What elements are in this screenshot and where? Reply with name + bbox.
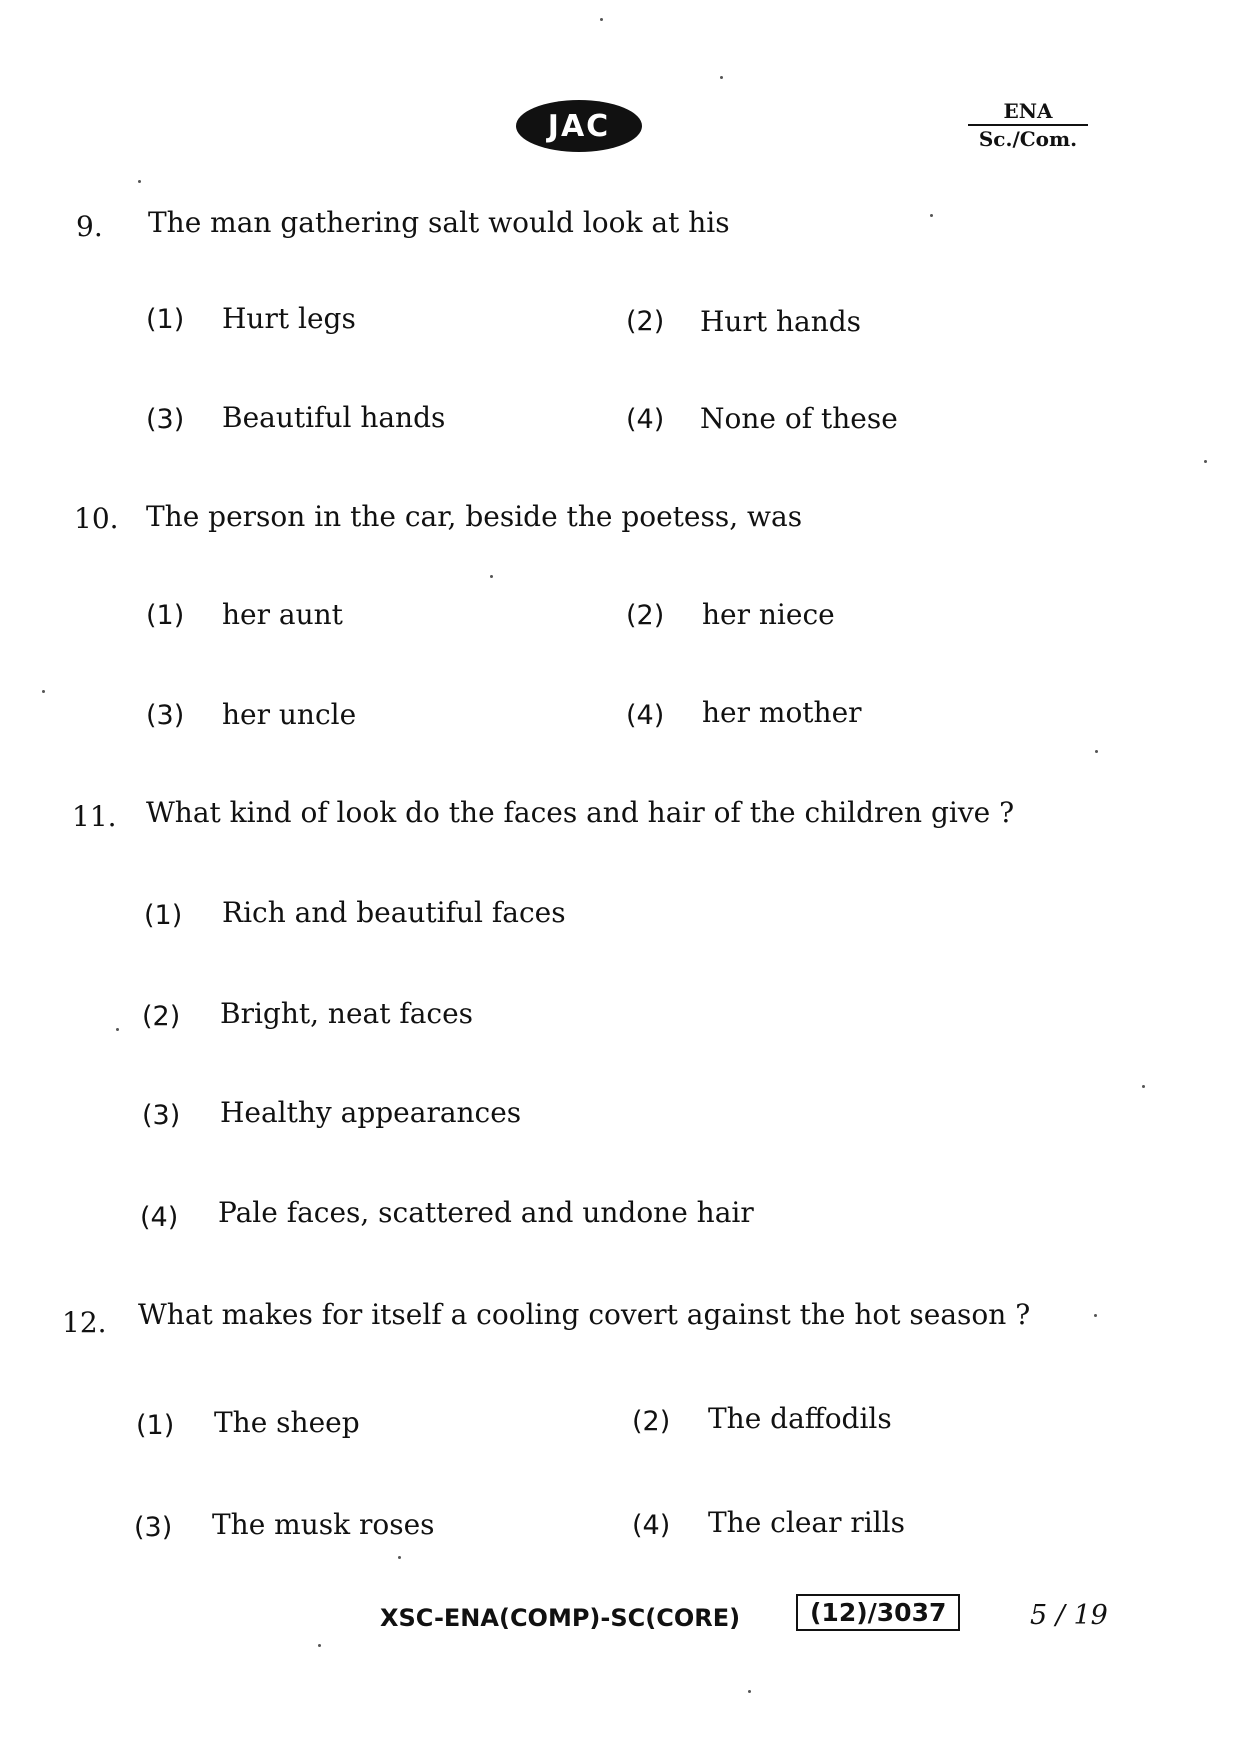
option-text: Beautiful hands bbox=[222, 401, 446, 434]
option-text: her uncle bbox=[222, 698, 357, 731]
option-number: (1) bbox=[144, 900, 183, 931]
option-number: (2) bbox=[632, 1406, 671, 1437]
option-number: (4) bbox=[632, 1510, 671, 1541]
scan-speck bbox=[1204, 460, 1207, 463]
page-number: 5 / 19 bbox=[1030, 1600, 1108, 1631]
option-text: The musk roses bbox=[212, 1508, 435, 1541]
option-text: her aunt bbox=[222, 598, 343, 631]
question-number: 11. bbox=[72, 800, 117, 833]
subject-code-top: ENA bbox=[968, 98, 1088, 126]
option-text: The daffodils bbox=[708, 1402, 892, 1435]
scan-speck bbox=[720, 76, 723, 79]
scan-speck bbox=[930, 214, 933, 217]
question-number: 10. bbox=[74, 502, 119, 535]
option-number: (1) bbox=[136, 1410, 175, 1441]
scan-speck bbox=[116, 1028, 119, 1031]
paper-code: XSC-ENA(COMP)-SC(CORE) bbox=[380, 1604, 741, 1632]
option-text: Rich and beautiful faces bbox=[222, 896, 566, 929]
scan-speck bbox=[748, 1690, 751, 1693]
scan-speck bbox=[1142, 1085, 1145, 1088]
option-text: Pale faces, scattered and undone hair bbox=[218, 1196, 754, 1229]
option-text: None of these bbox=[700, 402, 898, 435]
subject-code bbox=[968, 98, 1088, 152]
option-number: (3) bbox=[146, 700, 185, 731]
option-text: Hurt legs bbox=[222, 302, 356, 335]
scan-speck bbox=[490, 575, 493, 578]
option-number: (4) bbox=[626, 700, 665, 731]
option-text: her mother bbox=[702, 696, 862, 729]
boxed-code: (12)/3037 bbox=[796, 1594, 960, 1631]
option-number: (3) bbox=[146, 404, 185, 435]
option-number: (2) bbox=[142, 1001, 181, 1032]
option-number: (4) bbox=[140, 1202, 179, 1233]
option-text: her niece bbox=[702, 598, 835, 631]
scan-speck bbox=[398, 1556, 401, 1559]
option-text: The sheep bbox=[214, 1406, 360, 1439]
option-text: Healthy appearances bbox=[220, 1096, 522, 1129]
jac-logo: JAC bbox=[516, 100, 642, 152]
scan-speck bbox=[600, 18, 603, 21]
option-number: (2) bbox=[626, 306, 665, 337]
scan-speck bbox=[1094, 1314, 1097, 1317]
option-number: (3) bbox=[134, 1512, 173, 1543]
question-text: What kind of look do the faces and hair of the children give ? bbox=[146, 796, 1015, 829]
option-number: (1) bbox=[146, 304, 185, 335]
question-text: The person in the car, beside the poetess, was bbox=[146, 500, 803, 533]
option-number: (4) bbox=[626, 404, 665, 435]
subject-code-bottom: Sc./Com. bbox=[978, 127, 1078, 151]
question-number: 9. bbox=[76, 210, 103, 243]
scan-speck bbox=[42, 690, 45, 693]
option-text: Bright, neat faces bbox=[220, 997, 474, 1030]
option-number: (3) bbox=[142, 1100, 181, 1131]
scan-speck bbox=[1095, 750, 1098, 753]
option-text: Hurt hands bbox=[700, 305, 862, 338]
question-text: What makes for itself a cooling covert against the hot season ? bbox=[138, 1298, 1031, 1331]
option-text: The clear rills bbox=[708, 1506, 905, 1539]
option-number: (2) bbox=[626, 600, 665, 631]
scan-speck bbox=[318, 1644, 321, 1647]
option-number: (1) bbox=[146, 600, 185, 631]
question-text: The man gathering salt would look at his bbox=[148, 206, 730, 239]
scan-speck bbox=[138, 180, 141, 183]
question-number: 12. bbox=[62, 1306, 107, 1339]
